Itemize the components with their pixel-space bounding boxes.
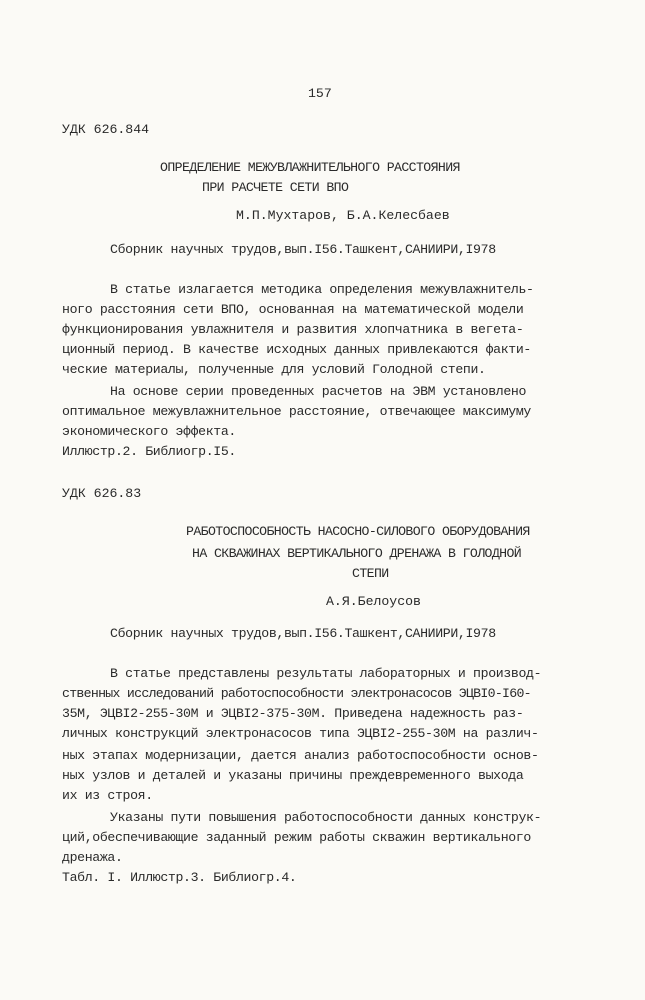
abstract-line: экономического эффекта. (62, 424, 236, 439)
abstract-line: оптимальное межувлажнительное расстояние, отвечающее максимуму (62, 404, 531, 419)
udk-code: УДК 626.844 (62, 122, 150, 137)
article-footer: Табл. I. Иллюстр.3. Библиогр.4. (62, 870, 297, 885)
abstract-line: функционирования увлажнителя и развития хлопчатника в вегета- (62, 322, 524, 337)
abstract-line: Указаны пути повышения работоспособности данных конструк- (110, 810, 542, 825)
article-title-line: ПРИ РАСЧЕТЕ СЕТИ ВПО (202, 180, 349, 195)
abstract-line: ческие материалы, полученные для условий Голодной степи. (62, 362, 486, 377)
article-title-line: НА СКВАЖИНАХ ВЕРТИКАЛЬНОГО ДРЕНАЖА В ГОЛОДНОЙ (192, 546, 522, 561)
article-title-line: ОПРЕДЕЛЕНИЕ МЕЖУВЛАЖНИТЕЛЬНОГО РАССТОЯНИЯ (160, 160, 460, 175)
abstract-line: 35М, ЭЦВI2-255-30М и ЭЦВI2-375-30М. Приведена надежность раз- (62, 706, 524, 721)
abstract-line: их из строя. (62, 788, 153, 803)
article-title-line: СТЕПИ (352, 566, 389, 581)
abstract-line: дренажа. (62, 850, 123, 865)
abstract-line: На основе серии проведенных расчетов на ЭВМ установлено (110, 384, 527, 399)
abstract-line: В статье излагается методика определения межувлажнитель- (110, 282, 534, 297)
abstract-line: ций,обеспечивающие заданный режим работы скважин вертикального (62, 830, 531, 845)
abstract-line: ных этапах модернизации, дается анализ работоспособности основ- (62, 748, 539, 763)
article-source: Сборник научных трудов,вып.I56.Ташкент,САНИИРИ,I978 (110, 242, 496, 257)
abstract-line: ционный период. В качестве исходных данных привлекаются факти- (62, 342, 531, 357)
abstract-line: ного расстояния сети ВПО, основанная на математической модели (62, 302, 524, 317)
abstract-line: ных узлов и деталей и указаны причины преждевременного выхода (62, 768, 524, 783)
article-source: Сборник научных трудов,вып.I56.Ташкент,САНИИРИ,I978 (110, 626, 496, 641)
article-title-line: РАБОТОСПОСОБНОСТЬ НАСОСНО-СИЛОВОГО ОБОРУДОВАНИЯ (186, 524, 530, 539)
article-footer: Иллюстр.2. Библиогр.I5. (62, 444, 236, 459)
udk-code: УДК 626.83 (62, 486, 142, 501)
article-authors: А.Я.Белоусов (326, 594, 421, 609)
abstract-line: ственных исследований работоспособности электронасосов ЭЦВI0-I60- (62, 686, 531, 701)
abstract-line: В статье представлены результаты лабораторных и производ- (110, 666, 542, 681)
abstract-line: личных конструкций электронасосов типа ЭЦВI2-255-30М на различ- (62, 726, 539, 741)
article-authors: М.П.Мухтаров, Б.А.Келесбаев (236, 208, 450, 223)
page-number: 157 (308, 86, 332, 101)
